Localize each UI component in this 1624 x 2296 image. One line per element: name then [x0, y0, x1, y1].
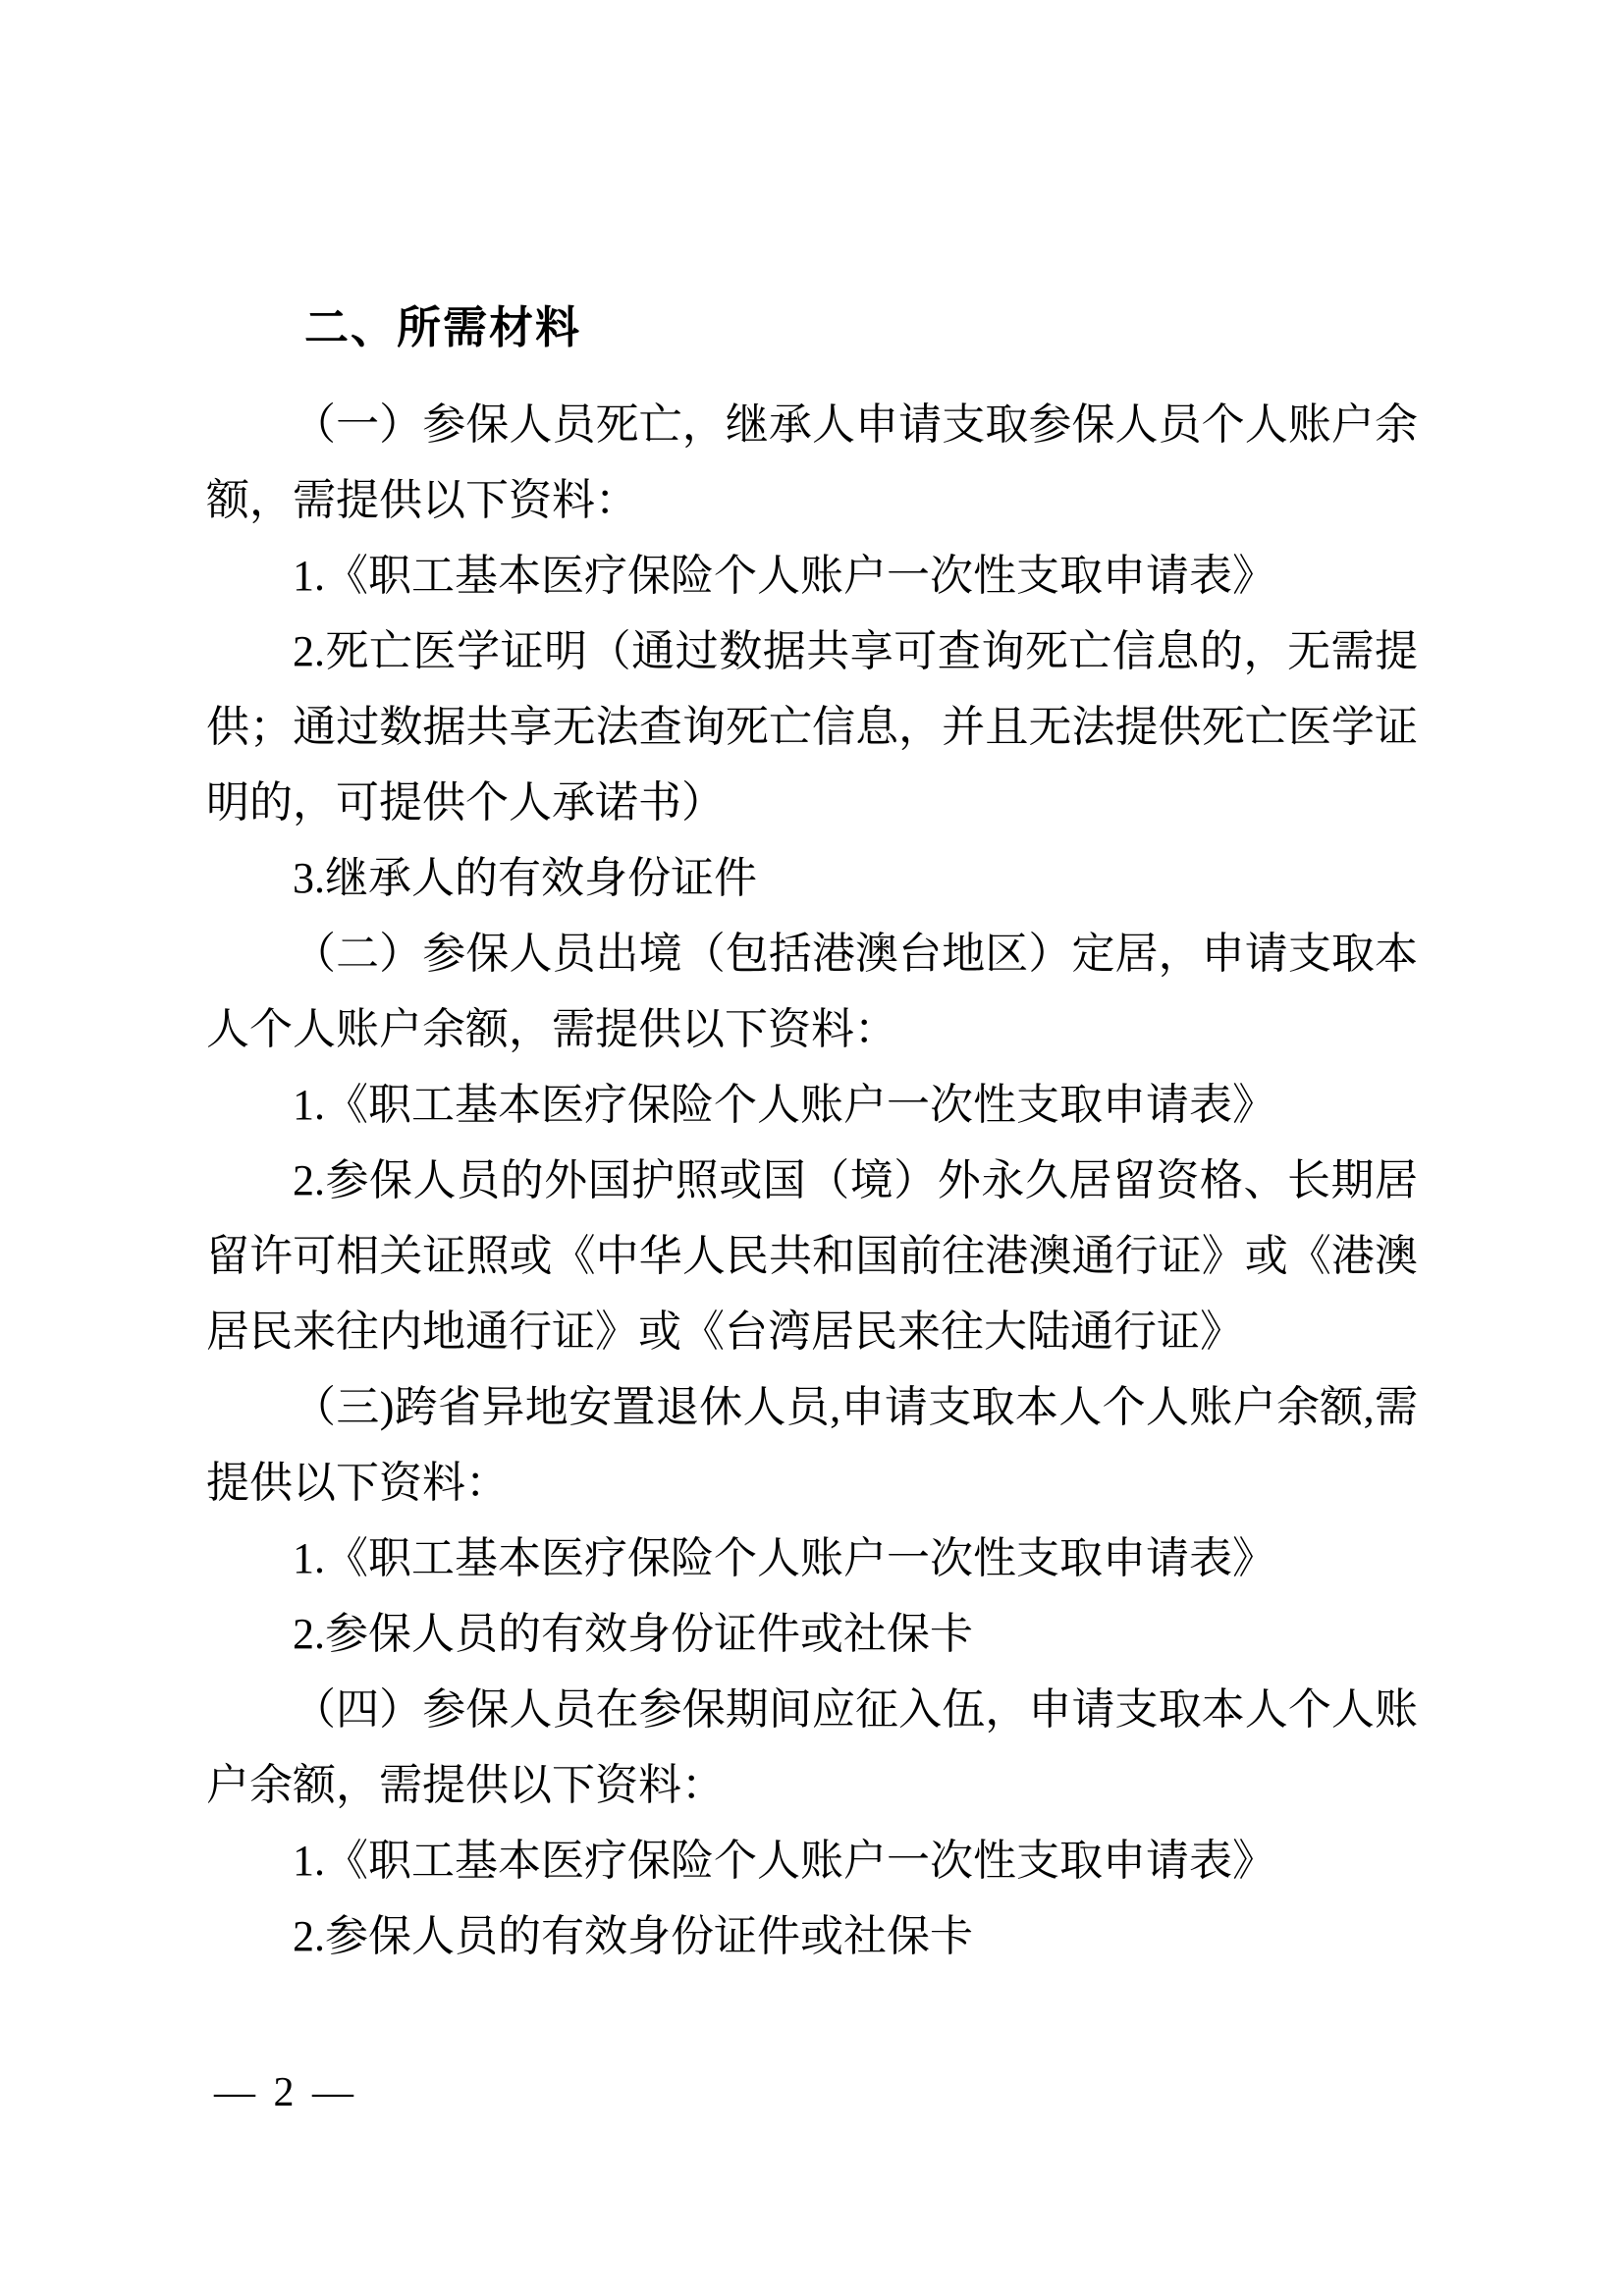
body-paragraph: 1.《职工基本医疗保险个人账户一次性支取申请表》	[293, 1081, 1275, 1129]
body-paragraph: （一）参保人员死亡，继承人申请支取参保人员个人账户余额，需提供以下资料：	[206, 400, 1418, 524]
body-paragraph: 1.《职工基本医疗保险个人账户一次性支取申请表》	[293, 1534, 1275, 1582]
body-paragraph: 2.参保人员的有效身份证件或社保卡	[293, 1912, 973, 1960]
body-paragraph: 1.《职工基本医疗保险个人账户一次性支取申请表》	[293, 552, 1275, 600]
body-paragraph: 2.死亡医学证明（通过数据共享可查询死亡信息的，无需提供；通过数据共享无法查询死亡信息，并且无法提供死亡医学证明的，可提供个人承诺书）	[206, 627, 1418, 827]
body-paragraph: 2.参保人员的有效身份证件或社保卡	[293, 1610, 973, 1658]
body-paragraph: （四）参保人员在参保期间应征入伍，申请支取本人个人账户余额，需提供以下资料：	[206, 1685, 1418, 1809]
body-paragraph: 1.《职工基本医疗保险个人账户一次性支取申请表》	[293, 1837, 1275, 1885]
body-paragraph: （三)跨省异地安置退休人员,申请支取本人个人账户余额,需提供以下资料：	[206, 1383, 1418, 1507]
section-heading: 二、所需材料	[304, 302, 582, 352]
page-number: — 2 —	[214, 2070, 357, 2115]
document-body	[206, 290, 1418, 1974]
body-paragraph: （二）参保人员出境（包括港澳台地区）定居，申请支取本人个人账户余额，需提供以下资料：	[206, 930, 1418, 1053]
body-paragraph: 3.继承人的有效身份证件	[293, 854, 757, 902]
body-paragraph: 2.参保人员的外国护照或国（境）外永久居留资格、长期居留许可相关证照或《中华人民共和国前往港澳通行证》或《港澳居民来往内地通行证》或《台湾居民来往大陆通行证》	[206, 1156, 1418, 1356]
